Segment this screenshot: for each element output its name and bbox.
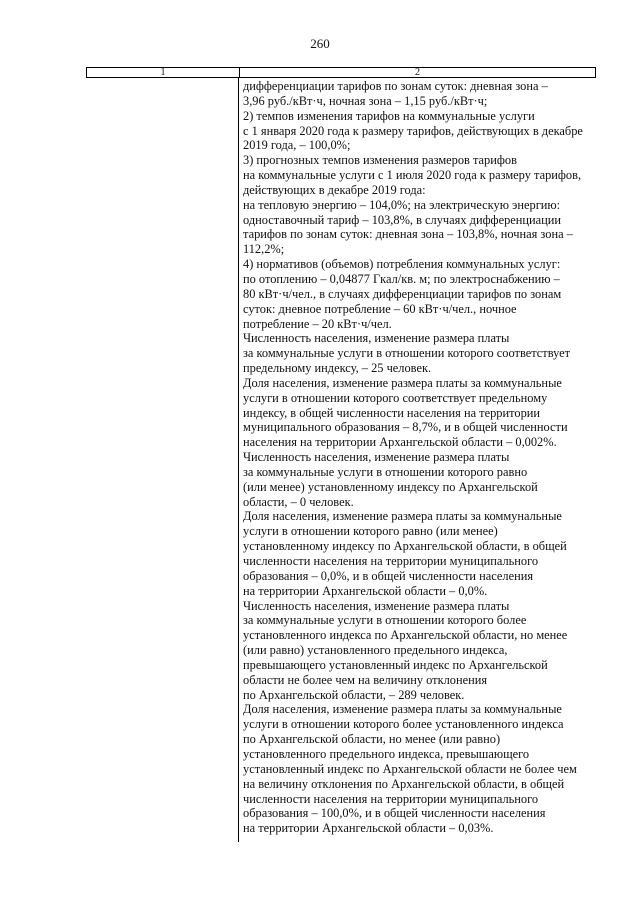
text-line: по Архангельской области, – 289 человек. — [243, 687, 465, 702]
text-line: потребление – 20 кВт·ч/чел. — [243, 316, 392, 331]
text-line: Численность населения, изменение размера платы — [243, 598, 510, 613]
column-1-header: 1 — [87, 68, 240, 77]
text-line: 80 кВт·ч/чел., в случаях дифференциации тарифов по зонам — [243, 286, 562, 301]
text-line: предельному индексу, – 25 человек. — [243, 361, 432, 376]
text-line: 2) темпов изменения тарифов на коммунальные услуги — [243, 108, 535, 123]
column-2-header: 2 — [415, 67, 420, 78]
text-line: установленного предельного индекса, превышающего — [243, 746, 530, 761]
text-line: установленному индексу по Архангельской области, в общей — [243, 539, 567, 554]
text-line: Доля населения, изменение размера платы за коммунальные — [243, 509, 562, 524]
text-line: (или менее) установленному индексу по Архангельской — [243, 479, 538, 494]
text-line: по Архангельской области, но менее (или равно) — [243, 732, 501, 747]
text-line: на территории Архангельской области – 0,03%. — [243, 821, 494, 836]
text-line: Численность населения, изменение размера платы — [243, 331, 510, 346]
text-line: услуги в отношении которого равно (или менее) — [243, 524, 498, 539]
text-line: за коммунальные услуги в отношении которого равно — [243, 464, 528, 479]
text-line: индексу, в общей численности населения на территории — [243, 405, 541, 420]
text-line: области, – 0 человек. — [243, 494, 354, 509]
text-line: Доля населения, изменение размера платы за коммунальные — [243, 702, 562, 717]
text-line: одноставочный тариф – 103,8%, в случаях дифференциации — [243, 212, 562, 227]
text-line: (или равно) установленного предельного индекса, — [243, 643, 508, 658]
table-cell-divider — [238, 78, 239, 842]
text-line: численности населения на территории муниципального — [243, 791, 539, 806]
table-header-row — [86, 67, 596, 78]
text-line: установленного индекса по Архангельской области, но менее — [243, 628, 568, 643]
text-line: за коммунальные услуги в отношении которого соответствует — [243, 346, 571, 361]
page-number: 260 — [310, 36, 330, 51]
text-line: услуги в отношении которого более установленного индекса — [243, 717, 564, 732]
text-line: с 1 января 2020 года к размеру тарифов, действующих в декабре — [243, 123, 583, 138]
text-line: дифференциации тарифов по зонам суток: дневная зона – — [243, 79, 548, 93]
text-line: образования – 0,0%, и в общей численности населения — [243, 568, 534, 583]
text-line: на тепловую энергию – 104,0%; на электрическую энергию: — [243, 197, 561, 212]
text-line: численности населения на территории муниципального — [243, 554, 539, 568]
text-line: 112,2%; — [243, 242, 285, 257]
text-line: по отоплению – 0,04877 Гкал/кв. м; по электроснабжению – — [243, 271, 560, 286]
text-line: на коммунальные услуги с 1 июля 2020 года к размеру тарифов, — [243, 168, 582, 183]
text-line: превышающего установленный индекс по Архангельской — [243, 657, 548, 672]
text-line: Доля населения, изменение размера платы за коммунальные — [243, 375, 562, 390]
text-line: тарифов по зонам суток: дневная зона – 103,8%, ночная зона – — [243, 227, 573, 242]
table-cell-text — [243, 79, 593, 836]
text-line: населения на территории Архангельской области – 0,002%. — [243, 435, 557, 450]
text-line: 3) прогнозных темпов изменения размеров тарифов — [243, 153, 517, 168]
text-line: действующих в декабре 2019 года: — [243, 182, 426, 197]
text-line: образования – 100,0%, и в общей численности населения — [243, 806, 546, 821]
text-line: установленный индекс по Архангельской области не более чем — [243, 761, 577, 776]
text-line: области не более чем на величину отклонения — [243, 672, 488, 687]
text-line: 3,96 руб./кВт·ч, ночная зона – 1,15 руб./кВт·ч; — [243, 93, 488, 108]
text-line: за коммунальные услуги в отношении которого более — [243, 613, 527, 628]
text-line: муниципального образования – 8,7%, и в общей численности — [243, 420, 568, 435]
text-line: Численность населения, изменение размера платы — [243, 450, 510, 465]
text-line: 4) нормативов (объемов) потребления коммунальных услуг: — [243, 257, 561, 272]
text-line: на территории Архангельской области – 0,0%. — [243, 583, 488, 598]
text-line: суток: дневное потребление – 60 кВт·ч/чел., ночное — [243, 301, 517, 316]
text-line: 2019 года, – 100,0%; — [243, 138, 351, 153]
text-line: услуги в отношении которого соответствует предельному — [243, 390, 548, 405]
text-line: на величину отклонения по Архангельской области, в общей — [243, 776, 565, 791]
